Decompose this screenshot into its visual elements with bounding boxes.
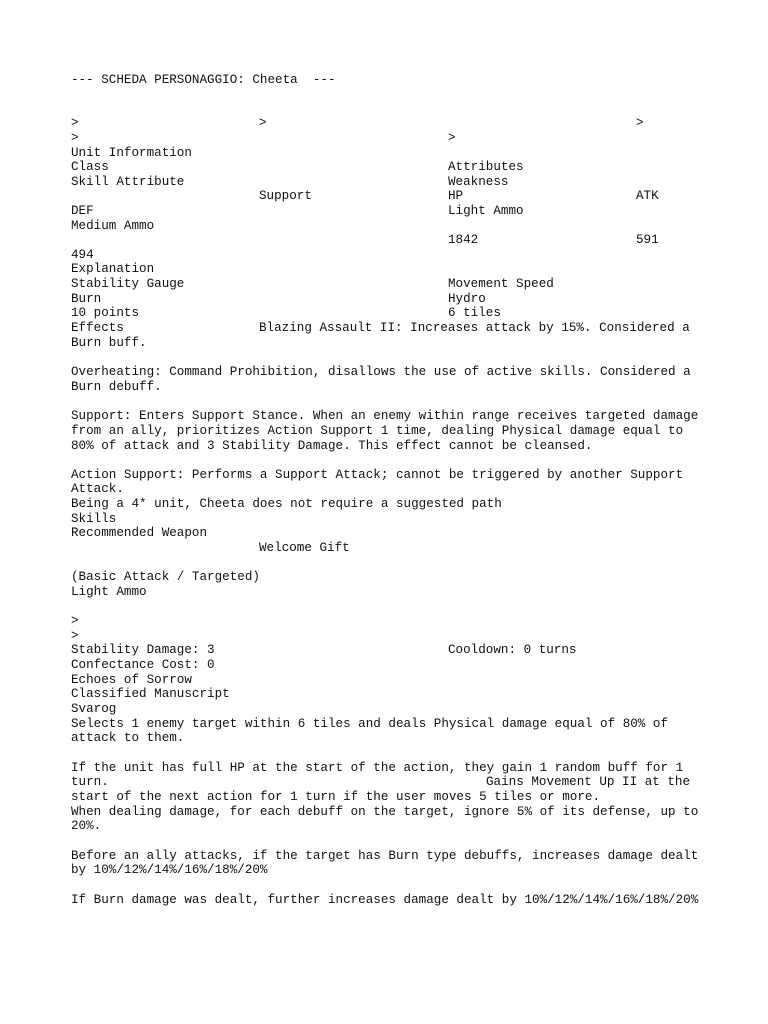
hp-value: 1842 xyxy=(448,233,479,247)
action-support-text-cont: Attack. xyxy=(71,482,124,496)
unit-information-heading: Unit Information xyxy=(71,146,192,160)
skill-attribute-label: Skill Attribute xyxy=(71,175,185,189)
row-marker: > xyxy=(71,629,79,643)
full-hp-text-cont: start of the next action for 1 turn if the user moves 5 tiles or more. xyxy=(71,790,601,804)
explanation-label: Explanation xyxy=(71,262,155,276)
skills-heading: Skills xyxy=(71,512,117,526)
skill-description-cont: attack to them. xyxy=(71,731,185,745)
stability-damage: Stability Damage: 3 xyxy=(71,643,215,657)
def-label: DEF xyxy=(71,204,94,218)
document-title: --- SCHEDA PERSONAGGIO: Cheeta --- xyxy=(71,73,336,87)
cooldown: Cooldown: 0 turns xyxy=(448,643,577,657)
weapon-name: Echoes of Sorrow xyxy=(71,673,192,687)
effects-text-cont: Burn buff. xyxy=(71,336,147,350)
row-marker: > xyxy=(71,614,79,628)
overheating-text: Overheating: Command Prohibition, disallows the use of active skills. Considered a xyxy=(71,365,691,379)
support-text-cont: 80% of attack and 3 Stability Damage. This effect cannot be cleansed. xyxy=(71,439,593,453)
def-value: 494 xyxy=(71,248,94,262)
class-value: Support xyxy=(259,189,312,203)
effects-label: Effects xyxy=(71,321,124,335)
movement-speed-value: 6 tiles xyxy=(448,306,501,320)
skill-type: (Basic Attack / Targeted) xyxy=(71,570,260,584)
weakness-light-value: Light Ammo xyxy=(448,204,524,218)
support-text-cont: from an ally, prioritizes Action Support 1 time, dealing Physical damage equal to xyxy=(71,424,684,438)
path-note: Being a 4* unit, Cheeta does not require a suggested path xyxy=(71,497,502,511)
skill-name: Welcome Gift xyxy=(259,541,350,555)
atk-label: ATK xyxy=(636,189,659,203)
weapon-name: Classified Manuscript xyxy=(71,687,230,701)
overheating-text-cont: Burn debuff. xyxy=(71,380,162,394)
row-marker: > xyxy=(448,131,456,145)
ally-attack-text-cont: by 10%/12%/14%/16%/18%/20% xyxy=(71,863,268,877)
effects-text: Blazing Assault II: Increases attack by 15%. Considered a xyxy=(259,321,690,335)
weakness-label: Weakness xyxy=(448,175,509,189)
skill-attribute-value: Burn xyxy=(71,292,102,306)
atk-value: 591 xyxy=(636,233,659,247)
debuff-ignore-text: When dealing damage, for each debuff on the target, ignore 5% of its defense, up to xyxy=(71,805,699,819)
full-hp-text: If the unit has full HP at the start of the action, they gain 1 random buff for 1 xyxy=(71,761,684,775)
skill-description: Selects 1 enemy target within 6 tiles and deals Physical damage equal of 80% of xyxy=(71,717,669,731)
row-marker: > xyxy=(259,116,267,130)
attribute-value: Hydro xyxy=(448,292,486,306)
confectance-cost: Confectance Cost: 0 xyxy=(71,658,215,672)
ally-attack-text: Before an ally attacks, if the target has Burn type debuffs, increases damage dealt xyxy=(71,849,699,863)
full-hp-text-cont: turn. xyxy=(71,775,109,789)
row-marker: > xyxy=(71,131,79,145)
skill-ammo: Light Ammo xyxy=(71,585,147,599)
stability-gauge-value: 10 points xyxy=(71,306,140,320)
weakness-medium-value: Medium Ammo xyxy=(71,219,155,233)
burn-damage-text: If Burn damage was dealt, further increases damage dealt by 10%/12%/14%/16%/18%/20% xyxy=(71,893,699,907)
action-support-text: Action Support: Performs a Support Attack; cannot be triggered by another Support xyxy=(71,468,684,482)
row-marker: > xyxy=(71,116,79,130)
movement-speed-label: Movement Speed xyxy=(448,277,554,291)
movement-up-text: Gains Movement Up II at the xyxy=(486,775,691,789)
stability-gauge-label: Stability Gauge xyxy=(71,277,185,291)
hp-label: HP xyxy=(448,189,464,203)
attributes-label: Attributes xyxy=(448,160,524,174)
debuff-ignore-text-cont: 20%. xyxy=(71,819,102,833)
weapon-name: Svarog xyxy=(71,702,117,716)
row-marker: > xyxy=(636,116,644,130)
class-label: Class xyxy=(71,160,109,174)
recommended-weapon-label: Recommended Weapon xyxy=(71,526,208,540)
support-text: Support: Enters Support Stance. When an enemy within range receives targeted damage xyxy=(71,409,699,423)
